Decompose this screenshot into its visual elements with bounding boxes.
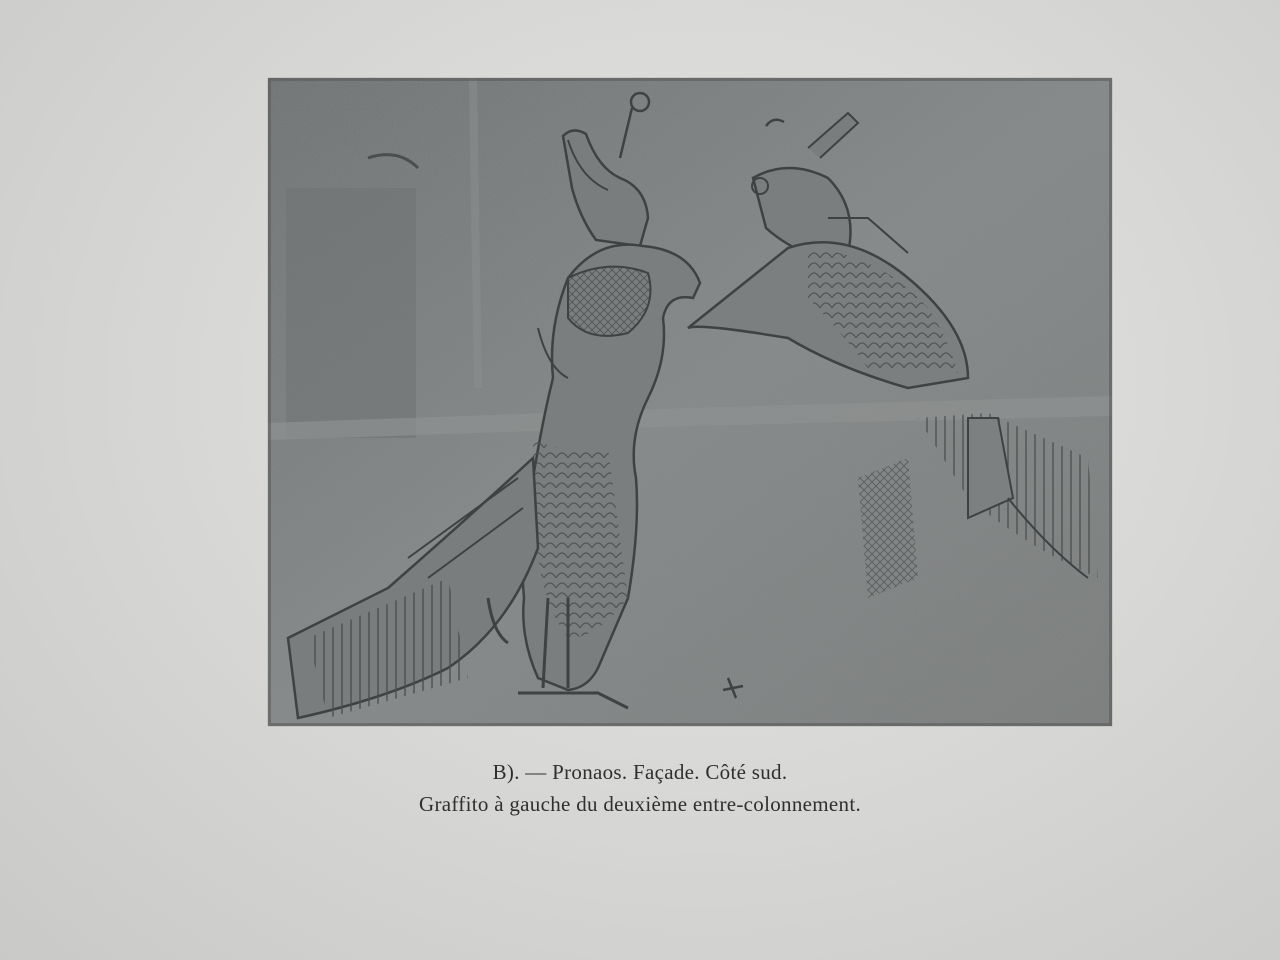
caption-description: Graffito à gauche du deuxième entre-colonnement. — [419, 792, 861, 816]
caption-title: B). — Pronaos. Façade. Côté sud. — [492, 760, 788, 784]
photo-plate — [268, 78, 1112, 726]
relief-image — [268, 78, 1112, 726]
